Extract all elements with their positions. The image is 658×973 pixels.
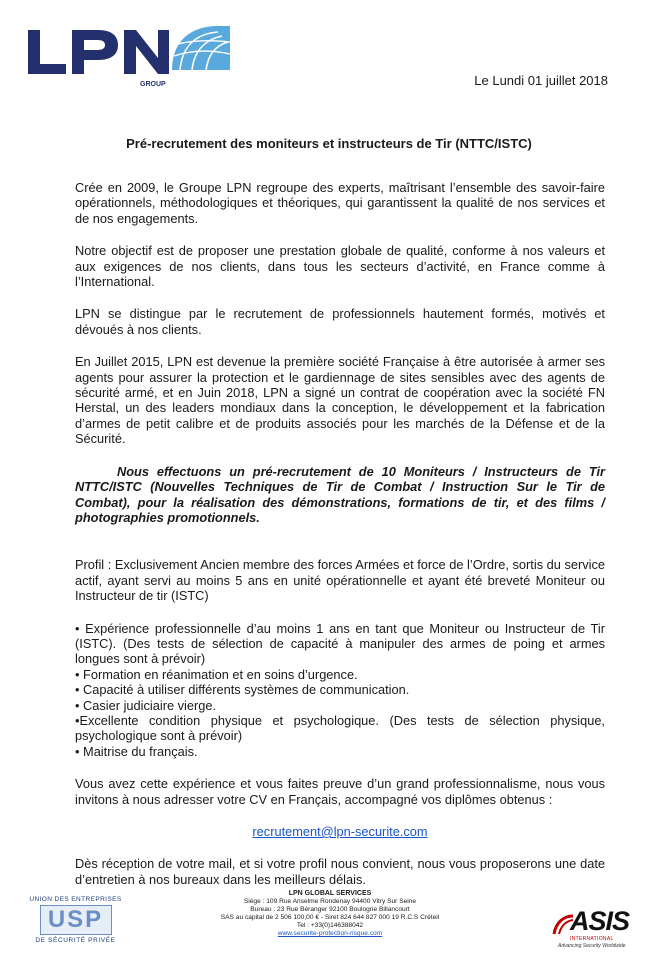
paragraph-closing: Dès réception de votre mail, et si votre profil nous convient, nous vous proposerons une date d’entretien à nos bureaux dans les meilleurs délais. <box>75 856 605 887</box>
email-line <box>75 824 605 839</box>
list-item: • Capacité à utiliser différents systèmes de communication. <box>75 682 410 698</box>
usp-top-text: UNION DES ENTREPRISES <box>29 896 122 903</box>
list-item: • Expérience professionnelle d’au moins 1 ans en tant que Moniteur ou Instructeur de Tir (ISTC). (Des tests de sélection de capacité à manipuler des armes de poing et armes longues sont à prévoir) <box>75 620 605 667</box>
usp-logo <box>28 896 123 948</box>
list-item: •Excellente condition physique et psychologique. (Des tests de sélection physique, psychologique sont à prévoir) <box>75 712 605 744</box>
paragraph-recruitment: Nous effectuons un pré-recrutement de 10 Moniteurs / Instructeurs de Tir NTTC/ISTC (Nouvelles Techniques de Tir de Combat / Instruction Sur le Tir de Combat), pour la réalisation des démonstrations, formations de tir, et des films / photographies promotionnels. <box>75 463 605 525</box>
paragraph-invitation: Vous avez cette expérience et vous faites preuve d’un grand professionnalisme, nous vous invitons à nous adresser votre CV en Français, accompagné vos diplômes obtenus : <box>75 776 605 807</box>
company-name: LPN GLOBAL SERVICES <box>288 890 372 897</box>
paragraph-distinction: LPN se distingue par le recrutement de professionnels hautement formés, motivés et dévoués à nos clients. <box>75 306 605 337</box>
letter-date: Le Lundi 01 juillet 2018 <box>474 73 608 88</box>
requirements-list <box>75 621 605 760</box>
asis-logo <box>548 906 638 950</box>
lpn-group-logo <box>22 20 232 95</box>
email-link[interactable]: recrutement@lpn-securite.com <box>252 824 428 839</box>
logo-group-text: GROUP <box>140 81 166 88</box>
paragraph-profile: Profil : Exclusivement Ancien membre des forces Armées et force de l’Ordre, sortis du service actif, ayant servi au moins 5 ans en unité opérationnelle et ayant été breveté Moniteur ou Instructeur de tir (ISTC) <box>75 557 605 604</box>
asis-tagline: Advancing Security Worldwide <box>558 943 626 949</box>
asis-wordmark: ASIS <box>570 906 630 936</box>
page-title: Pré-recrutement des moniteurs et instructeurs de Tir (NTTC/ISTC) <box>126 136 532 151</box>
usp-logo-mark: USP <box>40 905 112 935</box>
paragraph-intro: Crée en 2009, le Groupe LPN regroupe des experts, maîtrisant l’ensemble des savoir-faire opérationnels, méthodologiques et théoriques, qui garantissent la qualité de nos services et de nos engagements. <box>75 180 605 226</box>
list-item: • Formation en réanimation et en soins d’urgence. <box>75 666 358 682</box>
company-footer <box>180 890 480 938</box>
address-bureau: Bureau : 23 Rue Béranger 92100 Boulogne Billancourt <box>250 906 410 913</box>
usp-bottom-text: DE SÉCURITÉ PRIVÉE <box>35 937 116 944</box>
list-item: • Casier judiciaire vierge. <box>75 697 217 713</box>
legal-info: SAS au capital de 2 506 100,00 € - Siret 824 644 827 000 19 R.C.S Créteil <box>220 914 440 921</box>
paragraph-objective: Notre objectif est de proposer une prestation globale de qualité, conforme à nos valeurs et aux exigences de nos clients, dans tous les secteurs d’activité, en France comme à l’International. <box>75 243 605 290</box>
paragraph-history: En Juillet 2015, LPN est devenue la première société Française à être autorisée à armer ses agents pour assurer la protection et le gardiennage de sites sensibles avec des agents de sécurité armé, et en Juin 2018, LPN a signé un contrat de coopération avec la société FN Herstal, un des leaders mondiaux dans la conception, le développement et la fabrication d’armes de petit calibre et de produits associés pour les marchés de la Défense et de la Sécurité. <box>75 354 605 447</box>
lpn-logo-graphic <box>22 20 232 95</box>
website-link[interactable]: www.securite-protection-risque.com <box>277 930 383 937</box>
phone-number: Tel : +33(0)146388042 <box>296 922 364 929</box>
list-item: • Maitrise du français. <box>75 743 198 759</box>
address-siege: Siège : 109 Rue Anselme Rondenay 94400 Vitry Sur Seine <box>243 898 417 905</box>
letter-body <box>75 180 605 904</box>
asis-international: INTERNATIONAL <box>570 936 614 942</box>
